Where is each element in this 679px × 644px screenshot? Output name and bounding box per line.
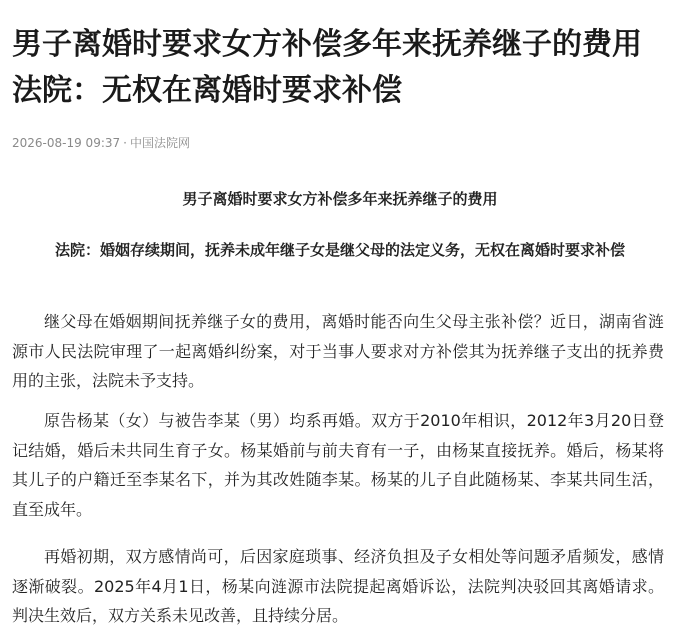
- article-subtitle-court: 法院：婚姻存续期间，抚养未成年继子女是继父母的法定义务，无权在离婚时要求补偿: [54, 241, 625, 259]
- article-meta: [12, 134, 190, 152]
- publish-datetime: 2026-08-19 09:37: [12, 136, 121, 150]
- source-link[interactable]: 中国法院网: [129, 136, 190, 150]
- meta-separator: ·: [123, 136, 127, 150]
- article-headline: 男子离婚时要求女方补偿多年来抚养继子的费用 法院：无权在离婚时要求补偿: [12, 27, 642, 108]
- body-paragraph: 原告杨某（女）与被告李某（男）均系再婚。双方于2010年相识，2012年3月20日登记结婚，婚后未共同生育子女。杨某婚前与前夫育有一子，由杨某直接抚养。婚后，杨某将其儿子的户籍迁至李某名下，并为其改姓随李某。杨某的儿子自此随杨某、李某共同生活，直至成年。: [12, 411, 664, 519]
- body-paragraph: 继父母在婚姻期间抚养继子女的费用，离婚时能否向生父母主张补偿？近日，湖南省涟源市人民法院审理了一起离婚纠纷案，对于当事人要求对方补偿其为抚养继子支出的抚养费用的主张，法院未予支持。: [12, 312, 664, 390]
- article-subtitle-main: 男子离婚时要求女方补偿多年来抚养继子的费用: [182, 190, 498, 208]
- body-paragraph: 再婚初期，双方感情尚可，后因家庭琐事、经济负担及子女相处等问题矛盾频发，感情逐渐破裂。2025年4月1日，杨某向涟源市法院提起离婚诉讼，法院判决驳回其离婚请求。判决生效后，双方关系未见改善，且持续分居。: [12, 547, 664, 625]
